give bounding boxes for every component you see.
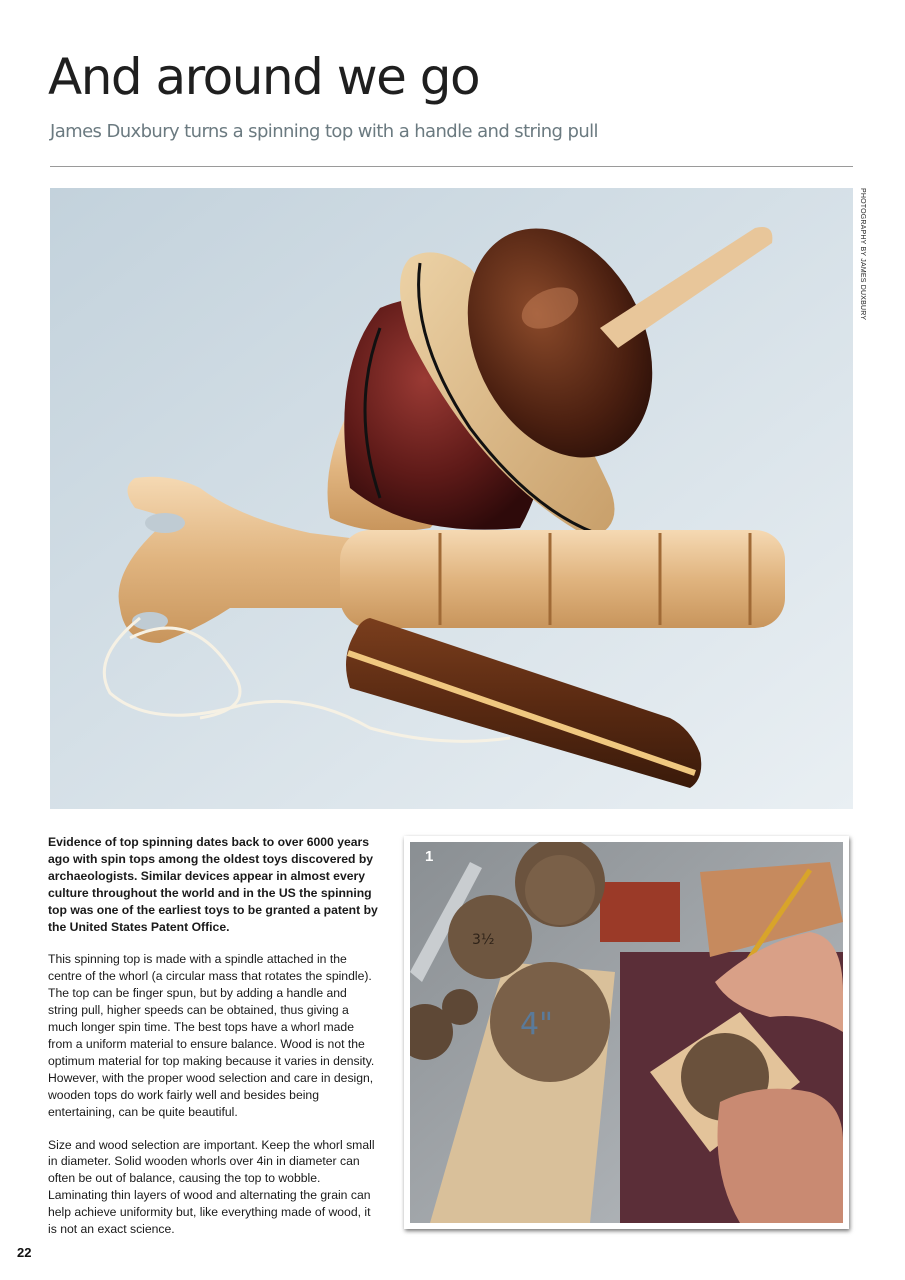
header-rule <box>50 166 853 167</box>
body-paragraph: Size and wood selection are important. Keep the whorl small in diameter. Solid wooden whorls over 4in in diameter can often be out of balance, causing the top to wobble. Laminating thin layers of wood and alternating the grain can help achieve uniformity but, like everything made of wood, it is not an exact science. <box>48 1137 375 1237</box>
lead-paragraph: Evidence of top spinning dates back to over 6000 years ago with spin tops among the oldest toys discovered by archaeologists. Similar devices appear in almost every culture throughout the world and in the US the spinning top was one of the earliest toys to be granted a patent by the United States Patent Office. <box>48 835 378 934</box>
photo-credit: PHOTOGRAPHY BY JAMES DUXBURY <box>859 188 866 321</box>
step-photo-frame <box>404 836 849 1229</box>
page-number: 22 <box>17 1245 32 1260</box>
article-headline: And around we go <box>48 48 480 106</box>
hero-photo-spinning-top <box>50 188 853 809</box>
article-standfirst: James Duxbury turns a spinning top with a handle and string pull <box>50 121 598 142</box>
step-number: 1 <box>425 848 434 865</box>
body-paragraph: This spinning top is made with a spindle attached in the centre of the whorl (a circular mass that rotates the spindle). The top can be finger spun, but by adding a handle and string pull, higher speeds can be obtained, thus giving a much longer spin time. The best tops have a whorl made from a uniform material to ensure balance. Wood is not the optimum material for top making because it varies in density. However, with the proper wood selection and care in design, wooden tops do work fairly well and besides being entertaining, can be quite beautiful. <box>48 952 375 1119</box>
step-photo-disc-templates <box>410 842 843 1223</box>
disc-label: 4" <box>520 1007 553 1042</box>
article-body <box>48 834 378 1254</box>
disc-label: 3½ <box>472 932 495 948</box>
